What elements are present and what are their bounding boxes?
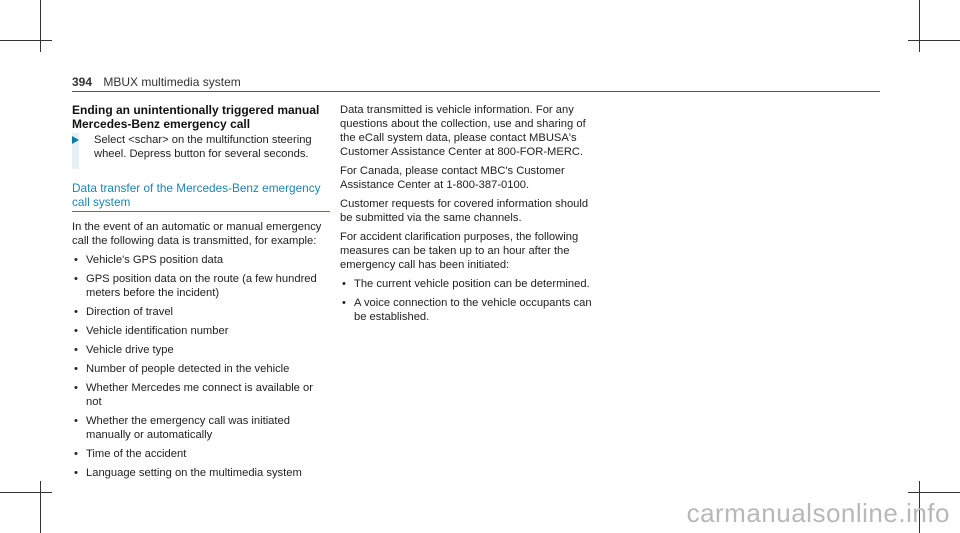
list-item: • Whether the emergency call was initiated manually or automatically (74, 415, 290, 441)
bullet-icon: • (74, 254, 78, 266)
step-text: Select <schar> on the multifunction steering wheel. Depress button for several seconds. (94, 134, 312, 160)
crop-mark (908, 492, 960, 493)
bullet-icon: • (74, 344, 78, 356)
list-item: • Number of people detected in the vehicle (74, 363, 290, 375)
subsection-heading: Data transfer of the Mercedes-Benz emergency call system (72, 181, 321, 209)
list-item: • Vehicle identification number (74, 325, 229, 337)
list-item: • Whether Mercedes me connect is available or not (74, 382, 313, 408)
bullet-icon: • (74, 467, 78, 479)
paragraph: Data transmitted is vehicle information. For any questions about the collection, use and sharing of the eCall system data, please contact MBUSA's Customer Assistance Center at 800-FOR-MERC. (340, 104, 586, 158)
bullet-icon: • (74, 325, 78, 337)
header-divider (72, 91, 880, 92)
crop-mark (0, 40, 52, 41)
section-heading: Ending an unintentionally triggered manual Mercedes-Benz emergency call (72, 103, 320, 131)
list-item: • The current vehicle position can be determined. (342, 278, 590, 290)
step-arrow-icon (72, 136, 79, 144)
paragraph: For Canada, please contact MBC's Customer Assistance Center at 1-800-387-0100. (340, 165, 565, 191)
crop-mark (919, 0, 920, 52)
crop-mark (40, 0, 41, 52)
paragraph: For accident clarification purposes, the following measures can be taken up to an hour after the emergency call has been initiated: (340, 231, 579, 271)
bullet-icon: • (74, 306, 78, 318)
crop-mark (40, 481, 41, 533)
watermark: carmanualsonline.info (686, 498, 950, 528)
page-number: 394 (72, 75, 93, 89)
subsection-divider (72, 211, 330, 212)
section-title: MBUX multimedia system (103, 75, 241, 89)
left-column (72, 103, 330, 485)
paragraph: Customer requests for covered information should be submitted via the same channels. (340, 198, 589, 224)
list-item: • Direction of travel (74, 306, 174, 318)
right-column (340, 103, 602, 329)
list-item: • Time of the accident (74, 448, 187, 460)
bullet-icon: • (74, 448, 78, 460)
instruction-step (72, 133, 330, 161)
bullet-icon: • (342, 278, 346, 290)
bullet-icon: • (74, 415, 78, 427)
intro-paragraph: In the event of an automatic or manual emergency call the following data is transmitted, for example: (72, 221, 322, 247)
bullet-icon: • (74, 382, 78, 394)
list-item: • GPS position data on the route (a few hundred meters before the incident) (74, 273, 317, 299)
bullet-icon: • (342, 297, 346, 309)
list-item: • Language setting on the multimedia system (74, 467, 302, 479)
page-header (72, 75, 241, 89)
list-item: • Vehicle drive type (74, 344, 174, 356)
crop-mark (908, 40, 960, 41)
bullet-icon: • (74, 363, 78, 375)
crop-mark (0, 492, 52, 493)
transmitted-data-list (72, 253, 330, 480)
measures-list (340, 277, 602, 324)
list-item: • Vehicle's GPS position data (74, 254, 224, 266)
bullet-icon: • (74, 273, 78, 285)
list-item: • A voice connection to the vehicle occupants can be established. (342, 297, 592, 323)
